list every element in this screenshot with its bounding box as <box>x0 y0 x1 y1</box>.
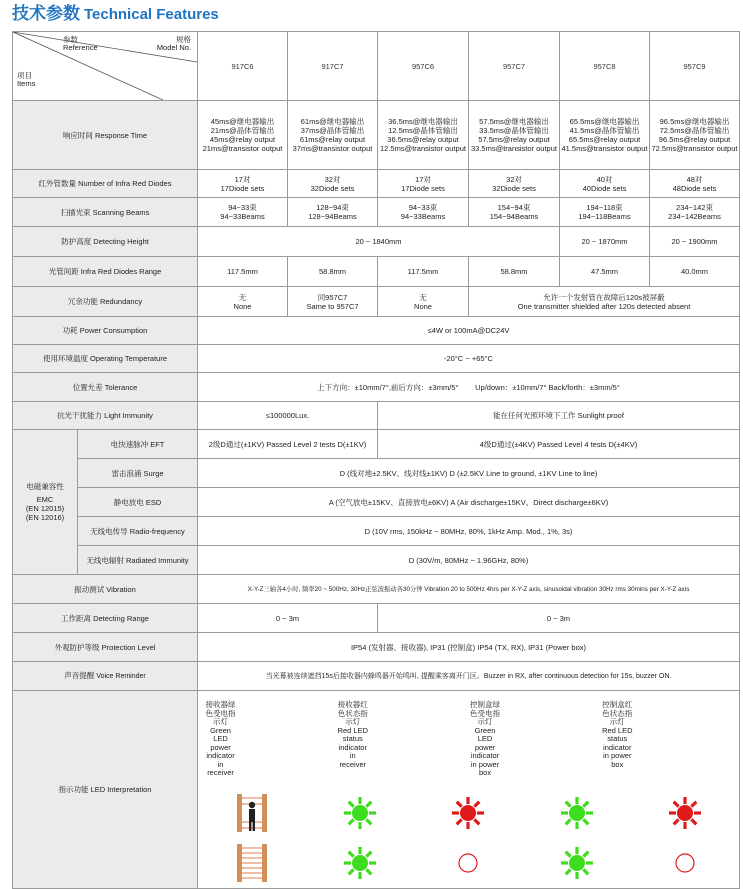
led-headers <box>198 701 739 778</box>
range-cell-2: 58.8mm <box>288 257 378 287</box>
led-ray <box>565 851 570 856</box>
radio-frequency-value: D (10V rms, 150kHz ~ 80MHz, 80%, 1kHz Amp. Mod., 1%, 3s) <box>198 517 740 546</box>
label-led: 指示功能 LED Interpretation <box>13 691 198 889</box>
spec-table <box>12 31 740 889</box>
led-ray <box>349 851 354 856</box>
voice-value: 当光幕被连续遮挡15s后接收器内蜂鸣器开始鸣叫, 提醒乘客离开门区。Buzzer in RX, after continuous detection for 15s, buzzer ON. <box>198 662 740 691</box>
label-diodes: 红外管数量 Number of Infra Red Diodes <box>13 170 198 198</box>
led-ray <box>583 869 588 874</box>
row-emc-rf <box>13 517 740 546</box>
range-cell-4: 58.8mm <box>469 257 560 287</box>
height-value-3: 20 ~ 1900mm <box>650 227 740 257</box>
led-red-off-2 <box>631 846 739 880</box>
row-emc-radiated <box>13 546 740 575</box>
label-protection: 外观防护等级 Protection Level <box>13 633 198 662</box>
beams-cell-5: 194~118束 194~118Beams <box>560 198 650 227</box>
diodes-cell-3: 17对 17Diode sets <box>378 170 469 198</box>
light-value-1: ≤100000Lux. <box>198 402 378 430</box>
model-957c6: 957C6 <box>378 32 469 101</box>
height-value-1: 20 ~ 1840mm <box>198 227 560 257</box>
tolerance-value: 上下方向：±10mm/7°,前后方向：±3mm/5° Up/down：±10mm/7° Back/forth：±3mm/5° <box>198 373 740 402</box>
led-ray <box>674 801 679 806</box>
led-ray <box>367 819 372 824</box>
led-ray <box>349 869 354 874</box>
vibration-value: X-Y-Z三轴各4小时, 频率20 ~ 500Hz, 30Hz正弦波振动各30分钟 Vibration 20 to 500Hz 4hrs per X-Y-Z axis, sinusoidal vibration 30Hz rms 30mins per X-Y-Z axis <box>198 575 740 604</box>
label-voice: 声音提醒 Voice Reminder <box>13 662 198 691</box>
label-esd: 静电放电 ESD <box>78 488 198 517</box>
label-emc-group: 电磁兼容性 EMC (EN 12015) (EN 12016) <box>13 430 78 575</box>
row-power <box>13 317 740 345</box>
range-cell-6: 40.0mm <box>650 257 740 287</box>
row-redundancy <box>13 287 740 317</box>
beams-cell-1: 94~33束 94~33Beams <box>198 198 288 227</box>
label-eft: 电快速脉冲 EFT <box>78 430 198 459</box>
row-tolerance <box>13 373 740 402</box>
curtain-blocked-icon <box>198 794 306 832</box>
label-beams: 扫描光束 Scanning Beams <box>13 198 198 227</box>
led-ray <box>475 819 480 824</box>
label-redundancy: 冗余功能 Redundancy <box>13 287 198 317</box>
led-ray <box>349 819 354 824</box>
led-header-3: 控制盒绿色受电指示灯 Green LED power indicator in power box <box>470 700 501 777</box>
led-header-1: 接收器绿色受电指示灯 Green LED power indicator in receiver <box>205 700 236 777</box>
range-cell-1: 117.5mm <box>198 257 288 287</box>
diodes-cell-1: 17对 17Diode sets <box>198 170 288 198</box>
curtain-clear-icon <box>198 844 306 882</box>
surge-value: D (线对地±2.5KV、线对线±1KV) D (±2.5KV Line to ground, ±1KV Line to line) <box>198 459 740 488</box>
led-ray <box>674 819 679 824</box>
height-value-2: 20 ~ 1870mm <box>560 227 650 257</box>
led-red-off-1 <box>414 846 522 880</box>
row-voice <box>13 662 740 691</box>
row-height <box>13 227 740 257</box>
led-red-on-2 <box>631 796 739 830</box>
header-reference: 参数 Reference <box>63 35 98 52</box>
row-protection <box>13 633 740 662</box>
led-red-on-1 <box>414 796 522 830</box>
label-radiated: 无线电辐射 Radiated Immunity <box>78 546 198 575</box>
row-emc-surge <box>13 459 740 488</box>
model-917c7: 917C7 <box>288 32 378 101</box>
response-cell-5: 65.5ms@继电器输出 41.5ms@晶体管输出 65.5ms@relay output 41.5ms@transistor output <box>560 101 650 170</box>
led-ray <box>349 801 354 806</box>
led-ray <box>367 801 372 806</box>
model-957c9: 957C9 <box>650 32 740 101</box>
detecting-range-value-1: 0 ~ 3m <box>198 604 378 633</box>
model-957c8: 957C8 <box>560 32 650 101</box>
led-row-blocked <box>198 788 739 838</box>
led-ray <box>475 801 480 806</box>
row-emc-esd <box>13 488 740 517</box>
led-ray <box>583 801 588 806</box>
response-cell-4: 57.5ms@继电器输出 33.5ms@晶体管输出 57.5ms@relay output 33.5ms@transistor output <box>469 101 560 170</box>
esd-value: A (空气放电±15KV、直接放电±6KV) A (Air discharge±15KV、Direct discharge±6KV) <box>198 488 740 517</box>
diodes-cell-2: 32对 32Diode sets <box>288 170 378 198</box>
page-title <box>12 2 219 26</box>
led-ray <box>565 819 570 824</box>
light-value-2: 能在任何光照环境下工作 Sunlight proof <box>378 402 740 430</box>
beams-cell-3: 94~33束 94~33Beams <box>378 198 469 227</box>
eft-value-1: 2级D通过(±1KV) Passed Level 2 tests D(±1KV) <box>198 430 378 459</box>
response-cell-2: 61ms@继电器输出 37ms@晶体管输出 61ms@relay output 37ms@transistor output <box>288 101 378 170</box>
title-en: Technical Features <box>84 6 219 23</box>
model-917c6: 917C6 <box>198 32 288 101</box>
label-height: 防护高度 Detecting Height <box>13 227 198 257</box>
led-ray <box>583 819 588 824</box>
led-ray <box>691 819 696 824</box>
led-ray <box>583 851 588 856</box>
led-ray <box>367 851 372 856</box>
diodes-cell-5: 40对 40Diode sets <box>560 170 650 198</box>
response-cell-1: 45ms@继电器输出 21ms@晶体管输出 45ms@relay output 21ms@transistor output <box>198 101 288 170</box>
led-panel <box>198 691 740 889</box>
beams-cell-6: 234~142束 234~142Beams <box>650 198 740 227</box>
response-cell-3: 36.5ms@继电器输出 12.5ms@晶体管输出 36.5ms@relay output 12.5ms@transistor output <box>378 101 469 170</box>
response-cell-6: 96.5ms@继电器输出 72.5ms@晶体管输出 96.5ms@relay output 72.5ms@transistor output <box>650 101 740 170</box>
detecting-range-value-2: 0 ~ 3m <box>378 604 740 633</box>
power-value: ≤4W or 100mA@DC24V <box>198 317 740 345</box>
label-light-immunity: 抗光干扰能力 Light Immunity <box>13 402 198 430</box>
header-model: 规格 Model No. <box>156 35 191 52</box>
label-surge: 雷击浪涌 Surge <box>78 459 198 488</box>
row-emc-eft <box>13 430 740 459</box>
led-green-on-2 <box>523 796 631 830</box>
beams-cell-2: 128~94束 128~94Beams <box>288 198 378 227</box>
row-response-time <box>13 101 740 170</box>
beams-cell-4: 154~94束 154~94Beams <box>469 198 560 227</box>
row-temperature <box>13 345 740 373</box>
led-green-on-3 <box>306 846 414 880</box>
row-diode-range <box>13 257 740 287</box>
header-items: 项目 Items <box>17 71 36 88</box>
label-tolerance: 位置允差 Tolerance <box>13 373 198 402</box>
eft-value-2: 4级D通过(±4KV) Passed Level 4 tests D(±4KV) <box>378 430 740 459</box>
led-ray <box>565 801 570 806</box>
led-green-on-4 <box>523 846 631 880</box>
diodes-cell-6: 48对 48Diode sets <box>650 170 740 198</box>
label-radio-frequency: 无线电传导 Radio-frequency <box>78 517 198 546</box>
row-beams <box>13 198 740 227</box>
row-diodes <box>13 170 740 198</box>
header-corner <box>13 32 198 101</box>
label-diode-range: 光管间距 Infra Red Diodes Range <box>13 257 198 287</box>
led-ray <box>457 801 462 806</box>
label-temperature: 使用环境温度 Operating Temperature <box>13 345 198 373</box>
led-header-2: 接收器红色状态指示灯 Red LED status indicator in receiver <box>337 700 368 769</box>
label-detecting-range: 工作距离 Detecting Range <box>13 604 198 633</box>
row-detecting-range <box>13 604 740 633</box>
temperature-value: -20°C ~ +65°C <box>198 345 740 373</box>
led-row-clear <box>198 838 739 888</box>
label-vibration: 振动测试 Vibration <box>13 575 198 604</box>
radiated-value: D (30V/m, 80MHz ~ 1.96GHz, 80%) <box>198 546 740 575</box>
diodes-cell-4: 32对 32Diode sets <box>469 170 560 198</box>
redundancy-cell-3: 无 None <box>378 287 469 317</box>
led-ray <box>457 819 462 824</box>
led-green-on-1 <box>306 796 414 830</box>
range-cell-3: 117.5mm <box>378 257 469 287</box>
row-vibration <box>13 575 740 604</box>
label-response-time: 响应时间 Response Time <box>13 101 198 170</box>
protection-value: IP54 (发射器、接收器), IP31 (控制盒) IP54 (TX, RX), IP31 (Power box) <box>198 633 740 662</box>
header-row <box>13 32 740 101</box>
led-ray <box>565 869 570 874</box>
model-957c7: 957C7 <box>469 32 560 101</box>
redundancy-cell-2: 同957C7 Same to 957C7 <box>288 287 378 317</box>
label-power: 功耗 Power Consumption <box>13 317 198 345</box>
row-led <box>13 691 740 889</box>
range-cell-5: 47.5mm <box>560 257 650 287</box>
title-cn: 技术参数 <box>12 4 80 23</box>
row-light-immunity <box>13 402 740 430</box>
led-ray <box>367 869 372 874</box>
led-ray <box>691 801 696 806</box>
redundancy-cell-4: 允许一个发射管在故障后120s被屏蔽 One transmitter shielded after 120s detected absent <box>469 287 740 317</box>
led-header-4: 控制盒红色状态指示灯 Red LED status indicator in power box <box>602 700 633 769</box>
redundancy-cell-1: 无 None <box>198 287 288 317</box>
